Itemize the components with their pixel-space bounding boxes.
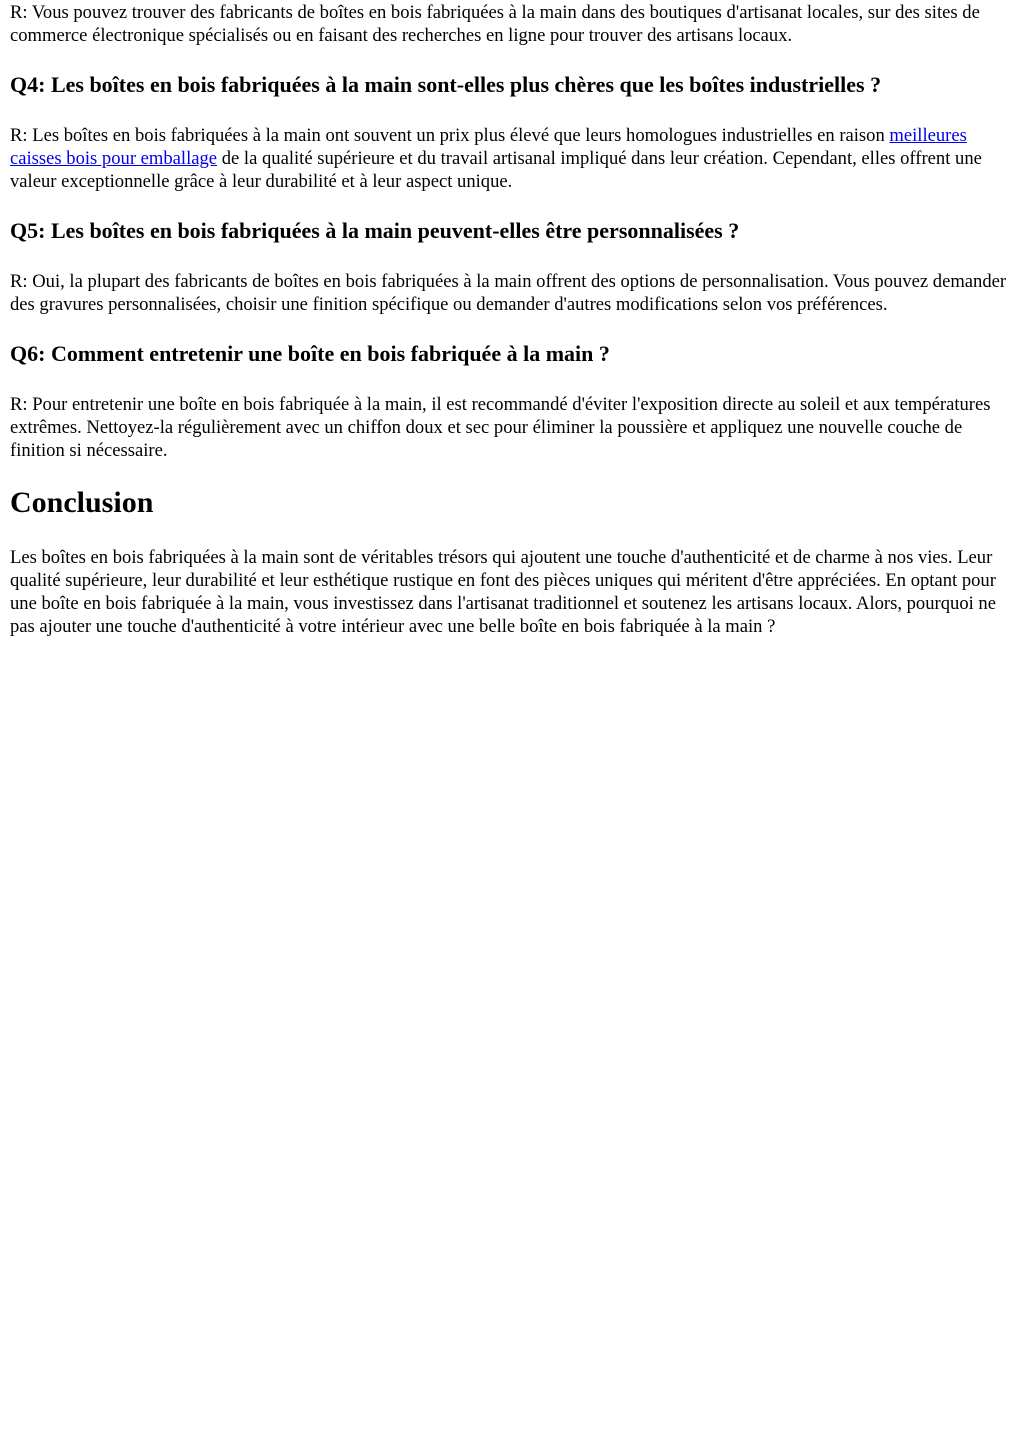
- answer-q4-text-before-link: R: Les boîtes en bois fabriquées à la main ont souvent un prix plus élevé que leurs homologues industrielles en raison: [10, 125, 890, 146]
- answer-q4-text-after-link: de la qualité supérieure et du travail artisanal impliqué dans leur création. Cependant, elles offrent une valeur exceptionnelle grâce à leur durabilité et à leur aspect unique.: [10, 148, 982, 192]
- answer-q5-paragraph: R: Oui, la plupart des fabricants de boîtes en bois fabriquées à la main offrent des options de personnalisation. Vous pouvez demander des gravures personnalisées, choisir une finition spécifique ou demander d'autres modifications selon vos préférences.: [10, 271, 1007, 315]
- question-q4-heading: Q4: Les boîtes en bois fabriquées à la main sont-elles plus chères que les boîtes industrielles ?: [10, 72, 882, 97]
- conclusion-paragraph: Les boîtes en bois fabriquées à la main sont de véritables trésors qui ajoutent une touche d'authenticité et de charme à nos vies. Leur qualité supérieure, leur durabilité et leur esthétique rustique en font des pièces uniques qui méritent d'être appréciées. En optant pour une boîte en bois fabriquée à la main, vous investissez dans l'artisanat traditionnel et soutenez les artisans locaux. Alors, pourquoi ne pas ajouter une touche d'authenticité à votre intérieur avec une belle boîte en bois fabriquée à la main ?: [10, 547, 996, 637]
- answer-q4-paragraph: [10, 124, 1014, 193]
- answer-q3-paragraph: R: Vous pouvez trouver des fabricants de boîtes en bois fabriquées à la main dans des boutiques d'artisanat locales, sur des sites de commerce électronique spécialisés ou en faisant des recherches en ligne pour trouver des artisans locaux.: [10, 2, 980, 46]
- question-q5-heading: Q5: Les boîtes en bois fabriquées à la main peuvent-elles être personnalisées ?: [10, 218, 740, 243]
- conclusion-heading: Conclusion: [10, 486, 154, 519]
- caisses-bois-link[interactable]: meilleures caisses bois pour emballage: [10, 125, 967, 169]
- answer-q6-paragraph: R: Pour entretenir une boîte en bois fabriquée à la main, il est recommandé d'éviter l'exposition directe au soleil et aux températures extrêmes. Nettoyez-la régulièrement avec un chiffon doux et sec pour éliminer la poussière et appliquez une nouvelle couche de finition si nécessaire.: [10, 394, 991, 461]
- article-body: [0, 0, 1024, 638]
- question-q6-heading: Q6: Comment entretenir une boîte en bois fabriquée à la main ?: [10, 341, 610, 366]
